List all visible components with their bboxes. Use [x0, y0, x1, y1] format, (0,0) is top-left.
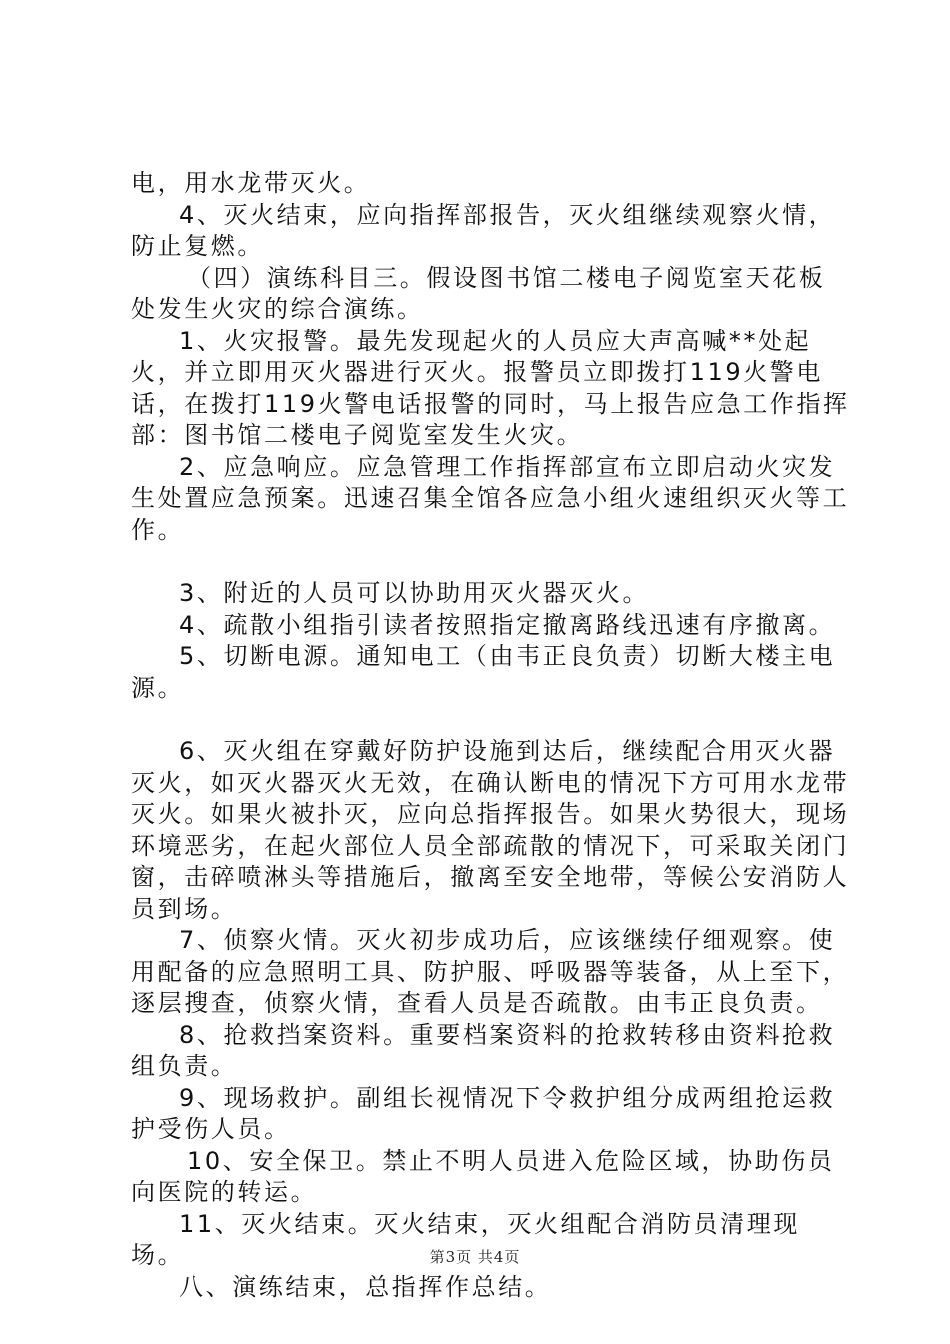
paragraph-item-2-response: 2、应急响应。应急管理工作指挥部宣布立即启动火灾发生处置应急预案。迅速召集全馆各应急小组火速组织灭火等工作。: [131, 452, 850, 544]
paragraph-item-11-end: 11、灭火结束。灭火结束，灭火组配合消防员清理现场。: [131, 1209, 800, 1269]
paragraph-item-6-firefight: 6、灭火组在穿戴好防护设施到达后，继续配合用灭火器灭火，如灭火器灭火无效，在确认断电的情况下方可用水龙带灭火。如果火被扑灭，应向总指挥报告。如果火势很大，现场环境恶劣，在起火部位人员全部疏散的情况下，可采取关闭门窗，击碎喷淋头等措施后，撤离至安全地带，等候公安消防人员到场。: [131, 737, 850, 923]
paragraph-section-8-summary: 八、演练结束，总指挥作总结。: [179, 1272, 552, 1301]
paragraph-item-4-end: 4、灭火结束，应向指挥部报告，灭火组继续观察火情，防止复燃。: [131, 200, 836, 260]
paragraph-continuation: 电，用水龙带灭火。: [131, 169, 371, 197]
paragraph-item-3-assist: 3、附近的人员可以协助用灭火器灭火。: [179, 579, 650, 607]
page-footer: 第3页 共4页: [429, 1248, 521, 1266]
paragraph-item-9-rescue: 9、现场救护。副组长视情况下令救护组分成两组抢运救护受伤人员。: [131, 1083, 836, 1143]
paragraph-item-8-archives: 8、抢救挡案资料。重要档案资料的抢救转移由资料抢救组负责。: [131, 1020, 836, 1080]
paragraph-item-4-evacuate: 4、疏散小组指引读者按照指定撤离路线迅速有序撤离。: [179, 610, 836, 639]
paragraph-item-1-alarm: 1、火灾报警。最先发现起火的人员应大声高喊**处起火，并立即用灭火器进行灭火。报警员立即拨打119火警电话，在拨打119火警电话报警的同时，马上报告应急工作指挥部：图书馆二楼电子阅览室发生火灾。: [131, 326, 850, 449]
section-heading-drill-3: （四）演练科目三。假设图书馆二楼电子阅览室天花板处发生火灾的综合演练。: [131, 263, 826, 323]
paragraph-item-10-security: 10、安全保卫。禁止不明人员进入危险区域，协助伤员向医院的转运。: [131, 1146, 835, 1206]
paragraph-item-7-recon: 7、侦察火情。灭火初步成功后，应该继续仔细观察。使用配备的应急照明工具、防护服、呼吸器等装备，从上至下，逐层搜查，侦察火情，查看人员是否疏散。由韦正良负责。: [131, 926, 850, 1017]
paragraph-item-5-power: 5、切断电源。通知电工（由韦正良负责）切断大楼主电源。: [131, 642, 836, 702]
document-body: [131, 168, 851, 1303]
